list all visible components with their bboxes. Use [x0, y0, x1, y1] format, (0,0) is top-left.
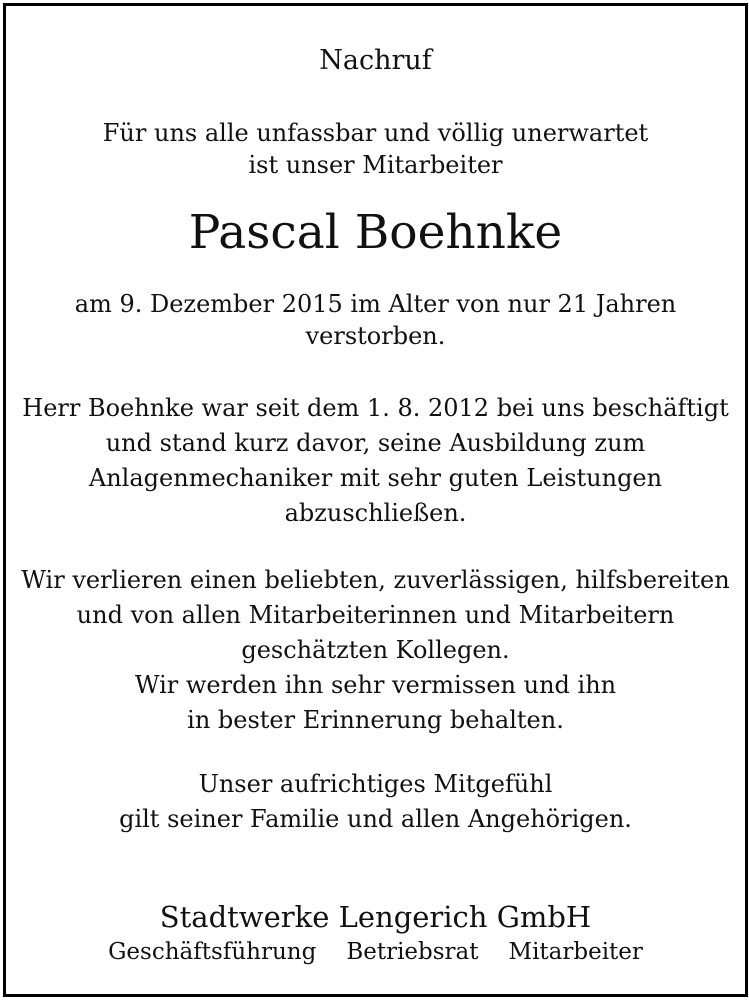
career-line: und stand kurz davor, seine Ausbildung zum — [105, 429, 646, 457]
intro-line: ist unser Mitarbeiter — [248, 151, 503, 179]
intro-line: Für uns alle unfassbar und völlig unerwartet — [102, 119, 649, 147]
notice-heading: Nachruf — [319, 45, 432, 76]
obituary-notice — [3, 3, 748, 997]
signer-employees: Mitarbeiter — [508, 939, 643, 965]
tribute-line: Wir verlieren einen beliebten, zuverlässigen, hilfsbereiten — [21, 566, 730, 594]
signer-management: Geschäftsführung — [108, 939, 317, 965]
signer-works-council: Betriebsrat — [346, 939, 479, 965]
tribute-line: geschätzten Kollegen. — [241, 636, 510, 664]
career-line: abzuschließen. — [284, 499, 467, 527]
death-details-line: am 9. Dezember 2015 im Alter von nur 21 Jahren — [74, 290, 677, 318]
signers-row — [6, 937, 745, 967]
career-line: Anlagenmechaniker mit sehr guten Leistungen — [88, 464, 663, 492]
company-name: Stadtwerke Lengerich GmbH — [159, 900, 592, 934]
tribute-line: in bester Erinnerung behalten. — [187, 706, 564, 734]
tribute-line: und von allen Mitarbeiterinnen und Mitarbeitern — [76, 601, 675, 629]
deceased-name: Pascal Boehnke — [188, 205, 563, 260]
death-details-line: verstorben. — [305, 322, 446, 350]
career-line: Herr Boehnke war seit dem 1. 8. 2012 bei uns beschäftigt — [22, 394, 729, 422]
condolence-line: Unser aufrichtiges Mitgefühl — [198, 770, 553, 798]
tribute-line: Wir werden ihn sehr vermissen und ihn — [134, 671, 617, 699]
condolence-line: gilt seiner Familie und allen Angehörigen. — [119, 805, 632, 833]
